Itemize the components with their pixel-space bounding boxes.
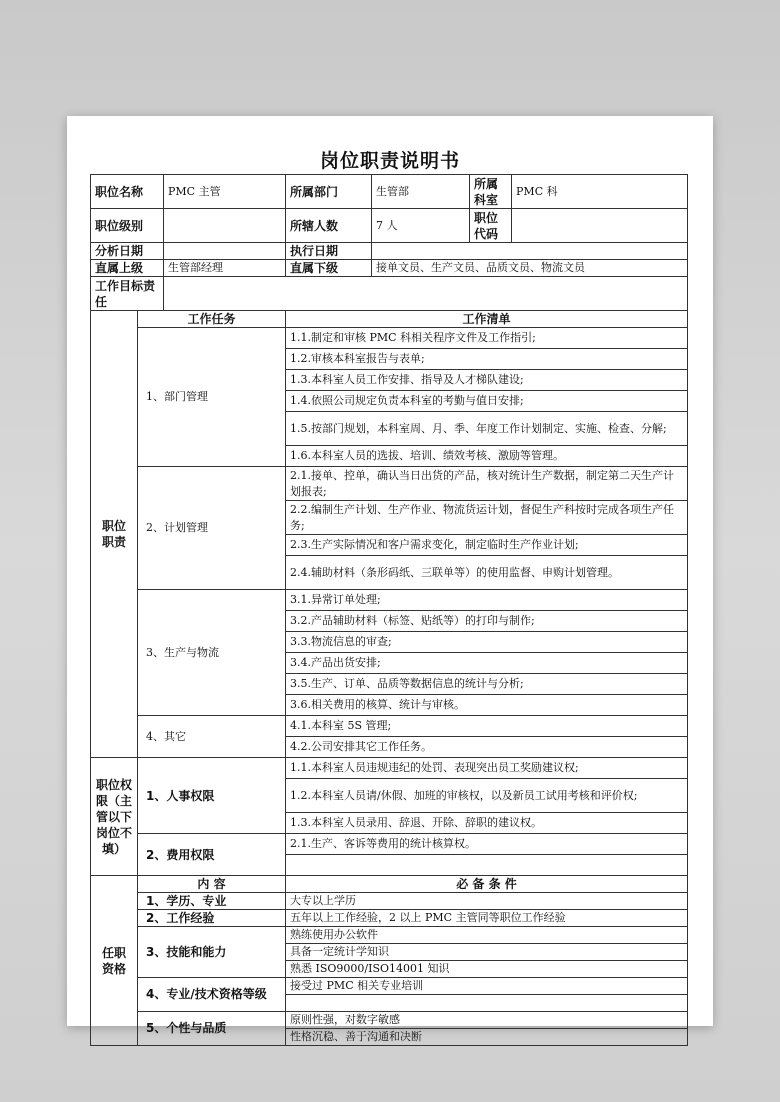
qualification-value: 大专以上学历 <box>286 893 688 910</box>
qualification-value <box>286 995 688 1012</box>
info-row <box>91 243 688 260</box>
qualification-label: 任职资格 <box>91 876 138 1046</box>
qualification-value: 具备一定统计学知识 <box>286 944 688 961</box>
table-row <box>91 758 688 779</box>
exec-date-value <box>372 243 688 260</box>
task-cell: 2、计划管理 <box>138 467 286 590</box>
section-value: PMC 科 <box>512 175 688 209</box>
subordinates-label: 所辖人数 <box>286 209 372 243</box>
task-cell: 4、其它 <box>138 716 286 758</box>
list-item: 2.3.生产实际情况和客户需求变化，制定临时生产作业计划; <box>286 535 688 556</box>
info-row <box>91 209 688 243</box>
table-row <box>91 910 688 927</box>
grade-value <box>164 209 286 243</box>
list-item: 3.6.相关费用的核算、统计与审核。 <box>286 695 688 716</box>
task-cell: 1、部门管理 <box>138 328 286 467</box>
table-row <box>91 716 688 737</box>
conditions-header: 必 备 条 件 <box>286 876 688 893</box>
qualification-item: 2、工作经验 <box>138 910 286 927</box>
authority-item: 1.3.本科室人员录用、辞退、开除、辞职的建议权。 <box>286 813 688 834</box>
list-item: 3.4.产品出货安排; <box>286 653 688 674</box>
list-item: 1.5.按部门规划，本科室周、月、季、年度工作计划制定、实施、检查、分解; <box>286 412 688 446</box>
table-row <box>91 834 688 855</box>
analysis-date-label: 分析日期 <box>91 243 164 260</box>
list-item: 4.1.本科室 5S 管理; <box>286 716 688 737</box>
superior-label: 直属上级 <box>91 260 164 277</box>
qualification-value: 接受过 PMC 相关专业培训 <box>286 978 688 995</box>
authority-task: 1、人事权限 <box>138 758 286 834</box>
list-item: 3.3.物流信息的审查; <box>286 632 688 653</box>
goal-value <box>164 277 688 311</box>
subordinate-label: 直属下级 <box>286 260 372 277</box>
task-cell: 3、生产与物流 <box>138 590 286 716</box>
analysis-date-value <box>164 243 286 260</box>
table-row <box>91 1012 688 1029</box>
code-label: 职位代码 <box>470 209 512 243</box>
section-label: 所属科室 <box>470 175 512 209</box>
list-item: 3.2.产品辅助材料（标签、贴纸等）的打印与制作; <box>286 611 688 632</box>
table-row <box>91 927 688 944</box>
list-item: 1.1.制定和审核 PMC 科相关程序文件及工作指引; <box>286 328 688 349</box>
info-row <box>91 175 688 209</box>
qualification-value: 性格沉稳、善于沟通和决断 <box>286 1029 688 1046</box>
duties-label: 职位职责 <box>91 311 138 758</box>
department-value: 生管部 <box>372 175 470 209</box>
table-row <box>91 978 688 995</box>
department-label: 所属部门 <box>286 175 372 209</box>
goal-label: 工作目标责任 <box>91 277 164 311</box>
qualification-value: 熟悉 ISO9000/ISO14001 知识 <box>286 961 688 978</box>
subordinate-value: 接单文员、生产文员、品质文员、物流文员 <box>372 260 688 277</box>
list-item: 2.4.辅助材料（条形码纸、三联单等）的使用监督、申购计划管理。 <box>286 556 688 590</box>
code-value <box>512 209 688 243</box>
list-item: 1.2.审核本科室报告与表单; <box>286 349 688 370</box>
content-header: 内 容 <box>138 876 286 893</box>
job-description-table <box>90 174 688 1046</box>
qualification-value: 五年以上工作经验，2 以上 PMC 主管同等职位工作经验 <box>286 910 688 927</box>
list-item: 2.2.编制生产计划、生产作业、物流货运计划，督促生产科按时完成各项生产任务; <box>286 501 688 535</box>
qualification-item: 3、技能和能力 <box>138 927 286 978</box>
table-row <box>91 328 688 349</box>
list-item: 3.5.生产、订单、品质等数据信息的统计与分析; <box>286 674 688 695</box>
subordinates-value: 7 人 <box>372 209 470 243</box>
position-name-label: 职位名称 <box>91 175 164 209</box>
exec-date-label: 执行日期 <box>286 243 372 260</box>
table-row <box>91 876 688 893</box>
list-item: 1.4.依照公司规定负责本科室的考勤与值日安排; <box>286 391 688 412</box>
list-header: 工作清单 <box>286 311 688 328</box>
info-row <box>91 277 688 311</box>
table-row <box>91 467 688 501</box>
qualification-value: 原则性强，对数字敏感 <box>286 1012 688 1029</box>
list-item: 1.3.本科室人员工作安排、指导及人才梯队建设; <box>286 370 688 391</box>
table-row <box>91 311 688 328</box>
authority-label: 职位权限（主管以下岗位不填） <box>91 758 138 876</box>
authority-item <box>286 855 688 876</box>
qualification-value: 熟练使用办公软件 <box>286 927 688 944</box>
list-item: 3.1.异常订单处理; <box>286 590 688 611</box>
qualification-item: 4、专业/技术资格等级 <box>138 978 286 1012</box>
superior-value: 生管部经理 <box>164 260 286 277</box>
table-row <box>91 590 688 611</box>
authority-item: 1.2.本科室人员请/休假、加班的审核权，以及新员工试用考核和评价权; <box>286 779 688 813</box>
position-name-value: PMC 主管 <box>164 175 286 209</box>
page-title: 岗位职责说明书 <box>319 150 460 172</box>
table-row <box>91 893 688 910</box>
qualification-item: 1、学历、专业 <box>138 893 286 910</box>
document-page <box>67 116 713 1043</box>
info-row <box>91 260 688 277</box>
authority-item: 2.1.生产、客诉等费用的统计核算权。 <box>286 834 688 855</box>
grade-label: 职位级别 <box>91 209 164 243</box>
list-item: 2.1.接单、控单，确认当日出货的产品，核对统计生产数据，制定第二天生产计划报表; <box>286 467 688 501</box>
qualification-item: 5、个性与品质 <box>138 1012 286 1046</box>
list-item: 1.6.本科室人员的选拔、培训、绩效考核、激励等管理。 <box>286 446 688 467</box>
authority-item: 1.1.本科室人员违规违纪的处罚、表现突出员工奖励建议权; <box>286 758 688 779</box>
authority-task: 2、费用权限 <box>138 834 286 876</box>
task-header: 工作任务 <box>138 311 286 328</box>
list-item: 4.2.公司安排其它工作任务。 <box>286 737 688 758</box>
